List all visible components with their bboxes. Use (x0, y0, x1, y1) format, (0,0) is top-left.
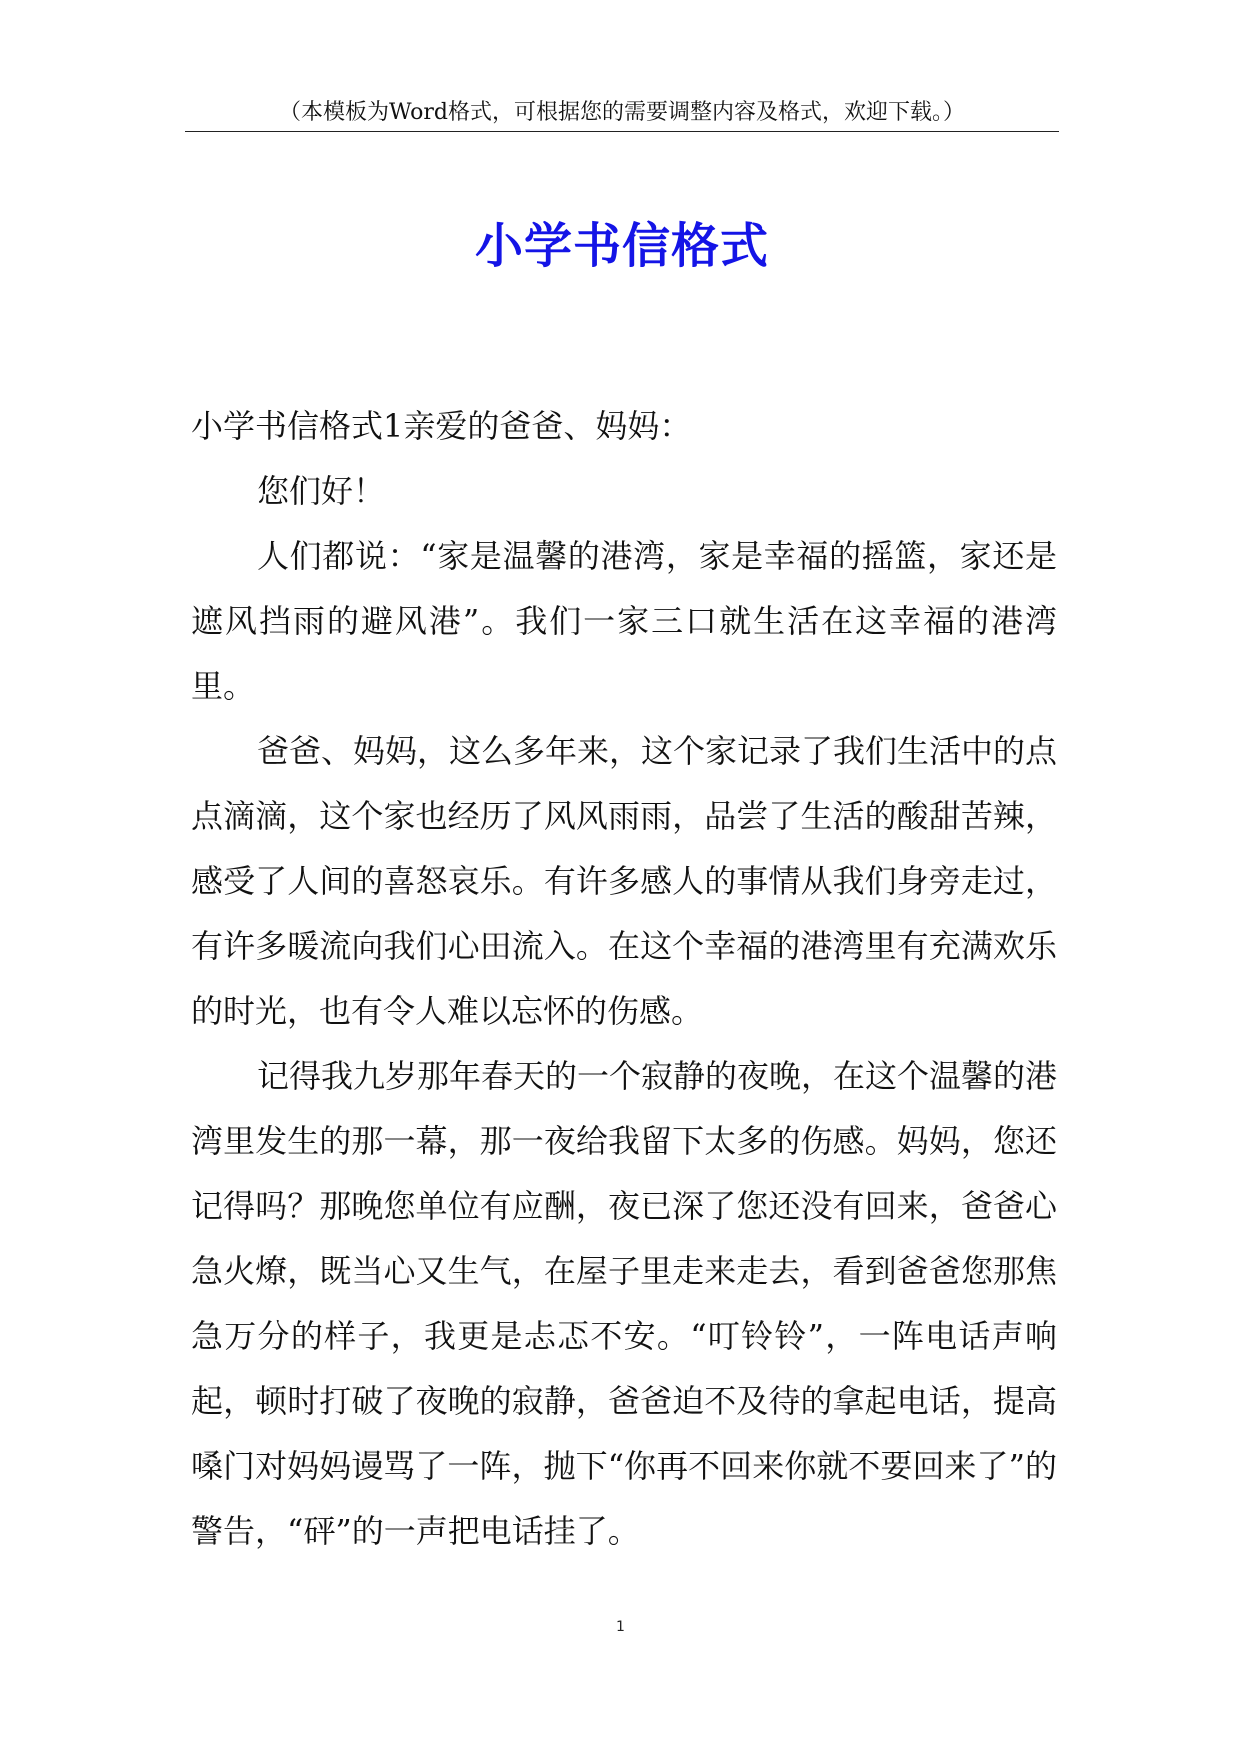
header-divider (185, 131, 1059, 132)
greeting-paragraph: 您们好！ (257, 472, 386, 510)
header-note: （本模板为Word格式，可根据您的需要调整内容及格式，欢迎下载。） (279, 100, 965, 125)
salutation-paragraph: 小学书信格式1亲爱的爸爸、妈妈： (191, 407, 692, 445)
body-paragraph: 记得我九岁那年春天的一个寂静的夜晚，在这个温馨的港湾里发生的那一幕，那一夜给我留下太多的伤感。妈妈，您还记得吗？那晚您单位有应酬，夜已深了您还没有回来，爸爸心急火燎，既当心又生气，在屋子里走来走去，看到爸爸您那焦急万分的样子，我更是忐忑不安。“叮铃铃”，一阵电话声响起，顿时打破了夜晚的寂静，爸爸迫不及待的拿起电话，提高嗓门对妈妈谩骂了一阵，抛下“你再不回来你就不要回来了”的警告，“砰”的一声把电话挂了。 (191, 1057, 1058, 1550)
body-paragraph: 人们都说：“家是温馨的港湾，家是幸福的摇篮，家还是遮风挡雨的避风港”。我们一家三口就生活在这幸福的港湾里。 (191, 537, 1057, 705)
document-title: 小学书信格式 (474, 218, 769, 274)
document-body (191, 394, 1057, 1564)
body-paragraph: 爸爸、妈妈，这么多年来，这个家记录了我们生活中的点点滴滴，这个家也经历了风风雨雨，品尝了生活的酸甜苦辣，感受了人间的喜怒哀乐。有许多感人的事情从我们身旁走过，有许多暖流向我们心田流入。在这个幸福的港湾里有充满欢乐的时光，也有令人难以忘怀的伤感。 (191, 732, 1058, 1030)
page-number: 1 (616, 1619, 625, 1635)
